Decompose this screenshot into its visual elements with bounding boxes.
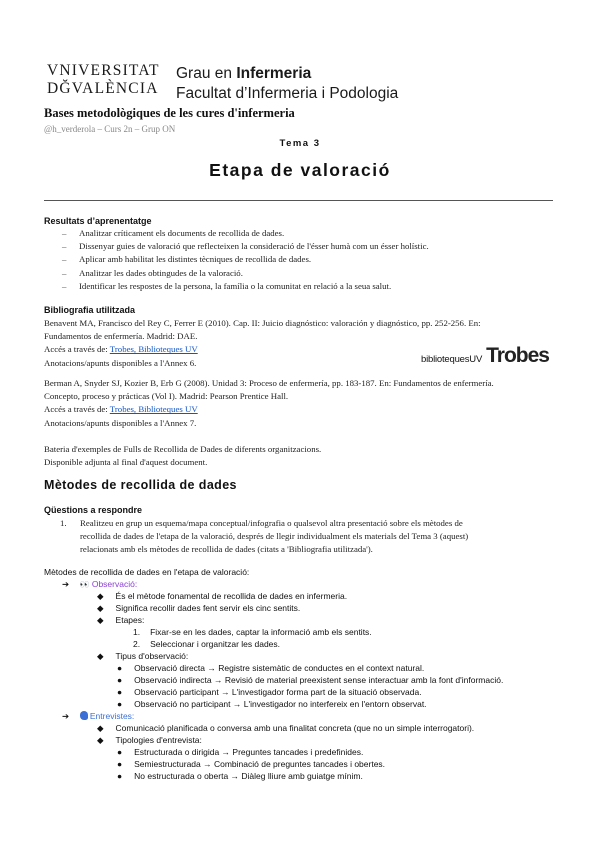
bullet-icon: ● xyxy=(117,687,123,697)
learning-outcomes-list xyxy=(62,227,429,293)
examples-note xyxy=(44,443,556,469)
bibliography-heading: Bibliografia utilitzada xyxy=(44,305,136,315)
trobes-logo-text: Trobes xyxy=(486,344,549,367)
interviews-item xyxy=(62,710,134,722)
course-meta: @h_verderola – Curs 2n – Grup ON xyxy=(44,124,176,134)
reference-text: Benavent MA, Francisco del Rey C, Ferrer E (2010). Cap. II: Juicio diagnóstico: valoración y diagnóstico, pp. 252-256. En: xyxy=(44,318,481,328)
list-item: ● Observació directa → Registre sistemàtic de conductes en el context natural. xyxy=(117,663,425,673)
methods-heading: Mètodes de recollida de dades xyxy=(44,478,237,492)
logo-line-2: DĞVALÈNCIA xyxy=(47,80,159,97)
question-item xyxy=(60,517,557,557)
list-item: – Identificar les respostes de la persona, la família o la comunitat en relació a la seua salut. xyxy=(62,280,429,293)
question-text: Realitzeu en grup un esquema/mapa conceptual/infografia o qualsevol altra presentació sobre els mètodes de recollida de dades de l'etapa de la valoració, després de llegir individualment els materials del Tema 3 (aquest) relacionats amb els mètodes de recollida de dades (citats a 'Bibliografia utilitzada'). xyxy=(80,518,469,555)
list-item: ◆ Etapes: xyxy=(97,615,145,625)
trobes-link[interactable]: Trobes, Biblioteques UV xyxy=(109,344,198,355)
questions-heading: Qüestions a respondre xyxy=(44,505,143,515)
access-line: Accés a través de: Trobes, Biblioteques UV xyxy=(44,344,198,355)
arrow-icon: ➔ xyxy=(62,579,70,589)
list-item: ◆ Tipologies d'entrevista: xyxy=(97,735,202,745)
faculty-name: Facultat d’Infermeria i Podologia xyxy=(176,85,399,102)
arrow-icon: ➔ xyxy=(62,711,70,721)
list-item: ● No estructurada o oberta → Diàleg lliure amb guiatge mínim. xyxy=(117,771,363,781)
diamond-bullet-icon: ◆ xyxy=(97,723,104,733)
bullet-icon: ● xyxy=(117,771,123,781)
observation-label: Observació: xyxy=(91,579,138,589)
diamond-bullet-icon: ◆ xyxy=(97,735,104,745)
speaking-head-icon xyxy=(80,711,88,720)
list-item: ● Semiestructurada → Combinació de preguntes tancades i obertes. xyxy=(117,759,386,769)
degree-title: Grau en Infermeria xyxy=(176,65,312,82)
university-logo xyxy=(47,62,160,98)
list-item: ● Observació no participant → L'investigador no interfereix en l'entorn observat. xyxy=(117,699,427,709)
list-item: ● Observació indirecta → Revisió de material preexistent sense interactuar amb la font d'informació. xyxy=(117,675,504,685)
notes-line: Anotacions/apunts disponibles a l'Annex 7. xyxy=(44,417,197,428)
reference-text: Berman A, Snyder SJ, Kozier B, Erb G (2008). Unidad 3: Proceso de enfermería, pp. 183-187. En: Fundamentos de enfermería. xyxy=(44,378,494,388)
list-item: ● Estructurada o dirigida → Preguntes tancades i predefinides. xyxy=(117,747,364,757)
notes-line: Anotacions/apunts disponibles a l'Annex 6. xyxy=(44,357,197,368)
examples-text: Bateria d'exemples de Fulls de Recollida de Dades de diferents organitzacions. xyxy=(44,444,322,454)
trobes-logo xyxy=(421,344,549,368)
page-title: Etapa de valoració xyxy=(209,160,391,180)
list-item: ● Observació participant → L'investigador forma part de la situació observada. xyxy=(117,687,422,697)
bullet-icon: ● xyxy=(117,663,123,673)
diamond-bullet-icon: ◆ xyxy=(97,591,104,601)
reference-text: Concepto, proceso y prácticas (Vol I). Madrid: Pearson Prentice Hall. xyxy=(44,391,289,402)
list-item: ◆ Comunicació planificada o conversa amb una finalitat concreta (que no un simple interrogatori). xyxy=(97,723,475,733)
bullet-icon: ● xyxy=(117,675,123,685)
reference-text: Fundamentos de enfermería. Madrid: DAE. xyxy=(44,331,198,342)
divider xyxy=(44,200,553,201)
eyes-icon: 👀 xyxy=(79,580,90,589)
bullet-icon: ● xyxy=(117,759,123,769)
logo-line-1: VNIVERSITAT xyxy=(47,62,160,79)
learning-outcomes-heading: Resultats d’aprenentatge xyxy=(44,216,152,226)
biblioteques-logo-text: bibliotequesUV xyxy=(421,354,483,365)
methods-intro: Mètodes de recollida de dades en l'etapa de valoració: xyxy=(44,567,250,577)
list-item: – Analitzar críticament els documents de recollida de dades. xyxy=(62,227,429,240)
reference-2 xyxy=(44,377,556,430)
list-item: 1. Fixar-se en les dades, captar la informació amb els sentits. xyxy=(133,627,372,637)
access-line: Accés a través de: Trobes, Biblioteques UV xyxy=(44,404,198,415)
topic-number: Tema 3 xyxy=(279,138,321,149)
diamond-bullet-icon: ◆ xyxy=(97,603,104,613)
degree-header xyxy=(176,64,398,104)
list-item: – Dissenyar guies de valoració que reflecteixen la consideració de l'ésser humà com un ésser holístic. xyxy=(62,240,429,253)
trobes-link[interactable]: Trobes, Biblioteques UV xyxy=(109,404,198,415)
list-item: 2. Seleccionar i organitzar les dades. xyxy=(133,639,281,649)
course-title: Bases metodològiques de les cures d'infermeria xyxy=(44,106,295,120)
question-number: 1. xyxy=(60,518,67,528)
diamond-bullet-icon: ◆ xyxy=(97,615,104,625)
interviews-label: Entrevistes: xyxy=(89,711,135,721)
list-item: – Aplicar amb habilitat les distintes tècniques de recollida de dades. xyxy=(62,253,429,266)
bullet-icon: ● xyxy=(117,747,123,757)
list-item: – Analitzar les dades obtingudes de la valoració. xyxy=(62,267,429,280)
examples-text: Disponible adjunta al final d'aquest document. xyxy=(44,457,208,468)
list-item: ◆ És el mètode fonamental de recollida de dades en infermeria. xyxy=(97,591,348,601)
diamond-bullet-icon: ◆ xyxy=(97,651,104,661)
list-item: ◆ Tipus d'observació: xyxy=(97,651,189,661)
list-item: ◆ Significa recollir dades fent servir els cinc sentits. xyxy=(97,603,301,613)
bullet-icon: ● xyxy=(117,699,123,709)
